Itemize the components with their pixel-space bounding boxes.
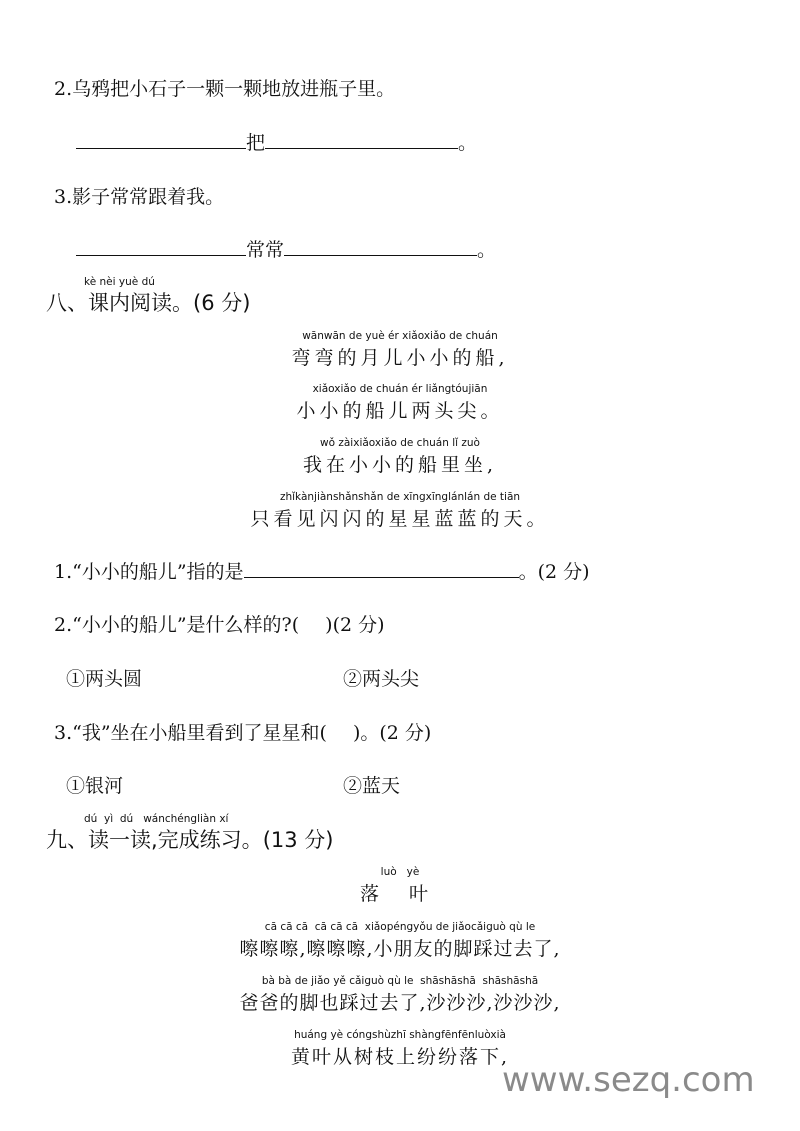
poem-pinyin: wānwān de yuè ér xiǎoxiǎo de chuán	[302, 330, 498, 342]
poem-line: 黄叶从树枝上纷纷落下,	[290, 1046, 510, 1068]
poem-line: 弯弯的月儿小小的船,	[291, 347, 509, 369]
option[interactable]: ①银河	[66, 775, 124, 797]
poem-pinyin: bà bà de jiǎo yě cǎiguò qù le shāshāshā shāshāshā	[261, 975, 539, 987]
poem-pinyin: cā cā cā cā cā cā xiǎopéngyǒu de jiǎocǎiguò qù le	[264, 921, 536, 933]
answer-line-2: 把 。	[76, 128, 477, 155]
poem-line: 爸爸的脚也踩过去了,沙沙沙,沙沙沙,	[239, 992, 561, 1014]
blank[interactable]	[284, 237, 477, 256]
s8-question-3: 3.“我”坐在小船里看到了星星和( )。(2 分)	[54, 722, 432, 744]
s8-question-1: 1.“小小的船儿”指的是 。(2 分)	[54, 561, 590, 583]
poem-line: 小小的船儿两头尖。	[296, 400, 504, 422]
blank[interactable]	[76, 130, 246, 149]
poem-line: 我在小小的船里坐,	[302, 454, 498, 476]
option[interactable]: ①两头圆	[66, 668, 143, 690]
poem-pinyin: xiǎoxiǎo de chuán ér liǎngtóujiān	[312, 383, 488, 395]
poem-line: 只看见闪闪的星星蓝蓝的天。	[250, 508, 550, 530]
poem-pinyin: huáng yè cóngshùzhī shàngfēnfēnluòxià	[294, 1029, 506, 1041]
question-2: 2.乌鸦把小石子一颗一颗地放进瓶子里。	[54, 78, 396, 100]
poem-title: 落 叶	[359, 883, 441, 905]
option[interactable]: ②蓝天	[343, 775, 401, 797]
poem-pinyin: zhǐkànjiànshǎnshǎn de xīngxīnglánlán de tiān	[279, 491, 521, 503]
poem-title-pinyin: luò yè	[380, 866, 420, 878]
s8-question-2: 2.“小小的船儿”是什么样的?( )(2 分)	[54, 614, 385, 636]
section-9-heading: 九、读一读,完成练习。(13 分)	[46, 828, 334, 852]
watermark: www.sezq.com	[502, 1060, 755, 1100]
poem-pinyin: wǒ zàixiǎoxiǎo de chuán lǐ zuò	[320, 437, 480, 449]
answer-line-3: 常常 。	[76, 235, 496, 262]
section-8-score: (6 分)	[193, 291, 251, 315]
poem-line: 嚓嚓嚓,嚓嚓嚓,小朋友的脚踩过去了,	[239, 938, 561, 960]
question-3: 3.影子常常跟着我。	[54, 186, 225, 208]
section-8-heading: 八、课内阅读。(6 分)	[46, 291, 251, 315]
blank[interactable]	[265, 130, 458, 149]
section-9-score: (13 分)	[262, 828, 334, 852]
section-8-title: 课内阅读。	[88, 291, 193, 315]
blank[interactable]	[76, 237, 246, 256]
section-9-title: 读一读,完成练习。	[88, 828, 263, 852]
section-8-pinyin: kè nèi yuè dú	[84, 276, 155, 288]
option[interactable]: ②两头尖	[343, 668, 420, 690]
section-9-pinyin: dú yì dú wánchéngliàn xí	[84, 813, 229, 825]
blank[interactable]	[244, 559, 519, 578]
